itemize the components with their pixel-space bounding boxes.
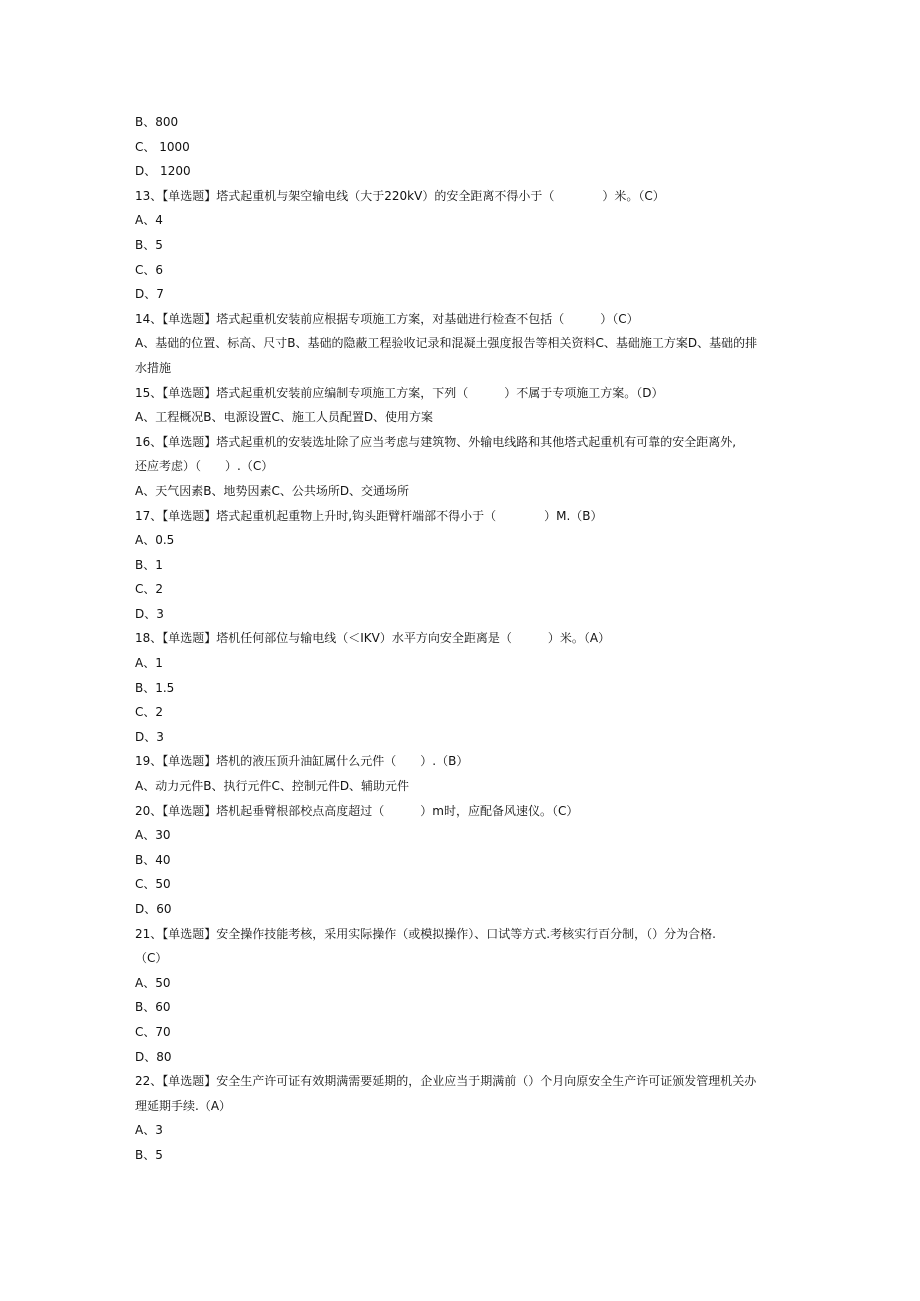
text-line: A、50 <box>135 975 171 990</box>
question-line: 17、【单选题】塔式起重机起重物上升时,钩头距臂杆端部不得小于（ ）M.（B） <box>135 508 603 523</box>
text-line: A、工程概况B、电源设置C、施工人员配置D、使用方案 <box>135 410 434 425</box>
text-line: D、60 <box>135 902 172 916</box>
text-line: D、3 <box>135 606 164 621</box>
text-line: C、2 <box>135 582 164 597</box>
text-line: A、0.5 <box>135 533 175 548</box>
question-line: 15、【单选题】塔式起重机安装前应编制专项施工方案，下列（ ）不属于专项施工方案。（D） <box>135 385 664 400</box>
text-line: B、1.5 <box>135 680 175 695</box>
question-line: 19、【单选题】塔机的液压顶升油缸属什么元件（ ）.（B） <box>135 754 469 769</box>
text-line: D、80 <box>135 1049 172 1064</box>
text-line: C、6 <box>135 262 164 277</box>
question-line: 21、【单选题】安全操作技能考核，采用实际操作（或模拟操作）、口试等方式.考核实行百分制，（）分为合格. <box>135 926 716 941</box>
text-line: D、3 <box>135 729 164 744</box>
text-line: A、30 <box>135 828 171 843</box>
text-line: 理延期手续.（A） <box>135 1098 232 1113</box>
text-line: B、5 <box>135 1147 163 1162</box>
text-line: A、基础的位置、标高、尺寸B、基础的隐蔽工程验收记录和混凝土强度报告等相关资料C、基础施工方案D、基础的排 <box>135 336 758 351</box>
text-line: 水措施 <box>135 360 172 375</box>
text-line: A、动力元件B、执行元件C、控制元件D、辅助元件 <box>135 779 410 794</box>
question-line: 16、【单选题】塔式起重机的安装选址除了应当考虑与建筑物、外输电线路和其他塔式起重机有可靠的安全距离外, <box>135 434 737 449</box>
text-line: B、40 <box>135 852 171 867</box>
text-line: A、3 <box>135 1123 163 1138</box>
text-line: 还应考虑）（ ）.（C） <box>135 459 274 474</box>
text-line: B、60 <box>135 1000 171 1015</box>
text-line: C、2 <box>135 705 164 720</box>
question-line: 13、【单选题】塔式起重机与架空输电线（大于220kV）的安全距离不得小于（ ）米。（C） <box>135 188 665 203</box>
text-line: D、 1200 <box>135 164 191 179</box>
text-line: （C） <box>135 951 168 966</box>
question-line: 18、【单选题】塔机任何部位与输电线（＜IKV）水平方向安全距离是（ ）米。（A） <box>135 631 611 646</box>
text-line: D、7 <box>135 287 164 302</box>
text-line: A、4 <box>135 213 163 228</box>
text-line: B、800 <box>135 115 179 129</box>
text-line: C、50 <box>135 877 171 892</box>
text-line: B、1 <box>135 557 163 572</box>
text-line: C、70 <box>135 1024 171 1039</box>
text-line: A、1 <box>135 656 163 671</box>
question-text-block <box>135 110 795 1168</box>
question-line: 20、【单选题】塔机起垂臂根部校点高度超过（ ）m时，应配备风速仪。（C） <box>135 803 579 818</box>
text-line: A、天气因素B、地势因素C、公共场所D、交通场所 <box>135 483 410 498</box>
question-line: 22、【单选题】安全生产许可证有效期满需要延期的，企业应当于期满前（）个月向原安全生产许可证颁发管理机关办 <box>135 1074 757 1089</box>
text-line: C、 1000 <box>135 139 190 154</box>
text-line: B、5 <box>135 237 163 252</box>
question-line: 14、【单选题】塔式起重机安装前应根据专项施工方案，对基础进行检查不包括（ ）（C） <box>135 311 639 326</box>
